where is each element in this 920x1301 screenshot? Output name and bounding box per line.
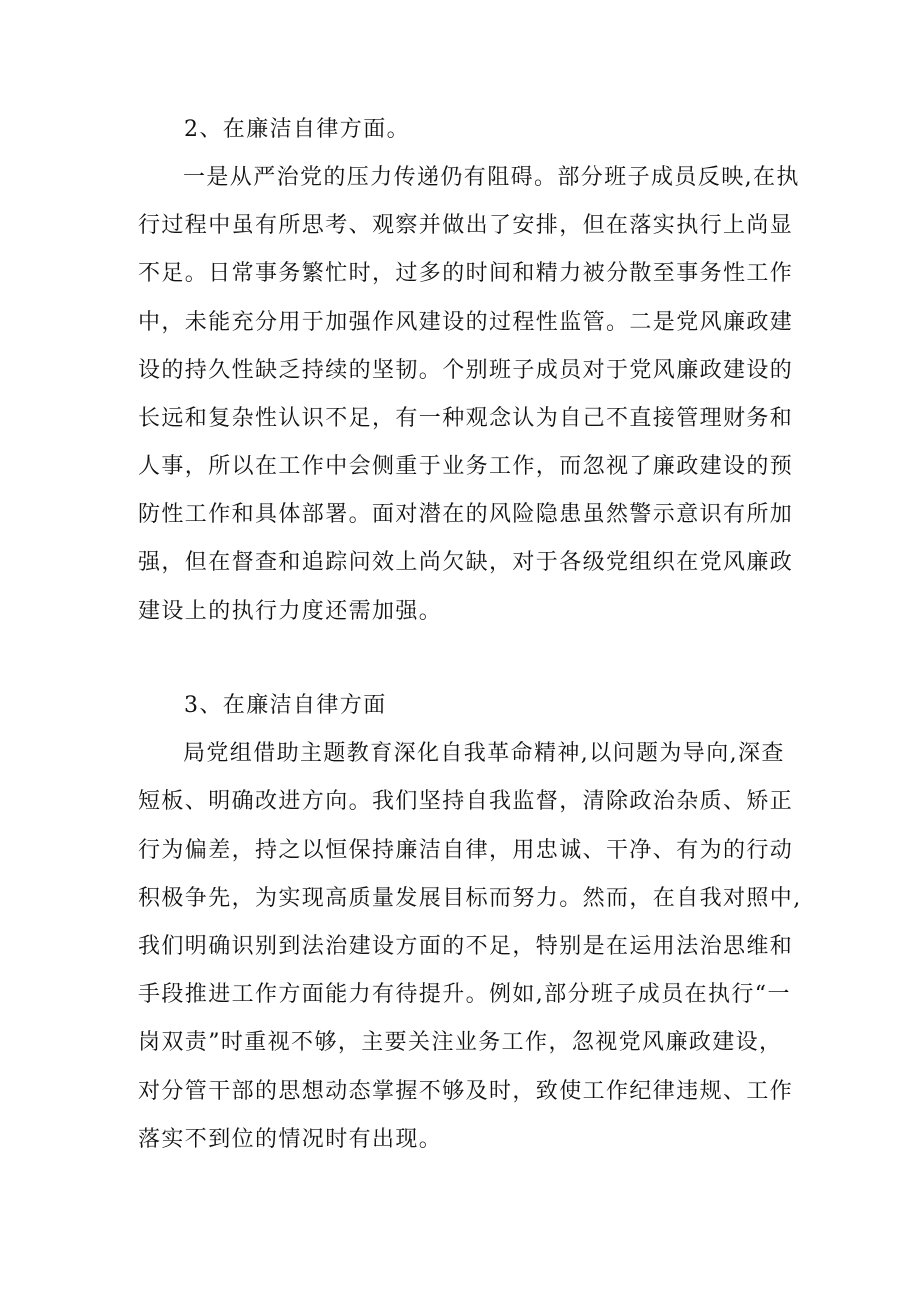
section-3-line-1: 局党组借助主题教育深化自我革命精神,以问题为导向,深查 — [183, 741, 785, 766]
section-3-line-8: 对分管干部的思想动态掌握不够及时，致使工作纪律违规、工作 — [138, 1079, 794, 1104]
section-2-line-6: 长远和复杂性认识不足，有一种观念认为自己不直接管理财务和 — [138, 406, 794, 431]
section-3-line-9: 落实不到位的情况时有出现。 — [138, 1127, 443, 1152]
section-3-line-5: 我们明确识别到法治建设方面的不足，特别是在运用法治思维和 — [138, 934, 794, 959]
section-2-line-8: 防性工作和具体部署。面对潜在的风险隐患虽然警示意识有所加 — [138, 502, 794, 527]
section-2-line-7: 人事，所以在工作中会侧重于业务工作，而忽视了廉政建设的预 — [138, 454, 794, 479]
section-2-line-2: 行过程中虽有所思考、观察并做出了安排，但在落实执行上尚显 — [138, 213, 794, 238]
section-2-line-4: 中，未能充分用于加强作风建设的过程性监管。二是党风廉政建 — [138, 310, 794, 335]
section-3-line-3: 行为偏差，持之以恒保持廉洁自律，用忠诚、干净、有为的行动 — [138, 838, 794, 863]
section-3-line-7: 岗双责”时重视不够，主要关注业务工作，忽视党风廉政建设， — [138, 1030, 783, 1055]
section-2-heading: 2、在廉洁自律方面。 — [184, 117, 410, 142]
section-2-line-9: 强，但在督查和追踪问效上尚欠缺，对于各级党组织在党风廉政 — [138, 550, 794, 575]
section-2-line-5: 设的持久性缺乏持续的坚韧。个别班子成员对于党风廉政建设的 — [138, 358, 794, 383]
section-3-line-6: 手段推进工作方面能力有待提升。例如,部分班子成员在执行“一 — [138, 982, 791, 1007]
section-2-line-3: 不足。日常事务繁忙时，过多的时间和精力被分散至事务性工作 — [138, 261, 794, 286]
section-3-line-4: 积极争先，为实现高质量发展目标而努力。然而，在自我对照中, — [138, 886, 802, 911]
section-3-line-2: 短板、明确改进方向。我们坚持自我监督，清除政治杂质、矫正 — [138, 789, 794, 814]
section-2-line-1: 一是从严治党的压力传递仍有阻碍。部分班子成员反映,在执 — [183, 165, 800, 190]
section-2-line-10: 建设上的执行力度还需加强。 — [138, 599, 443, 624]
section-3-heading: 3、在廉洁自律方面 — [184, 693, 387, 718]
